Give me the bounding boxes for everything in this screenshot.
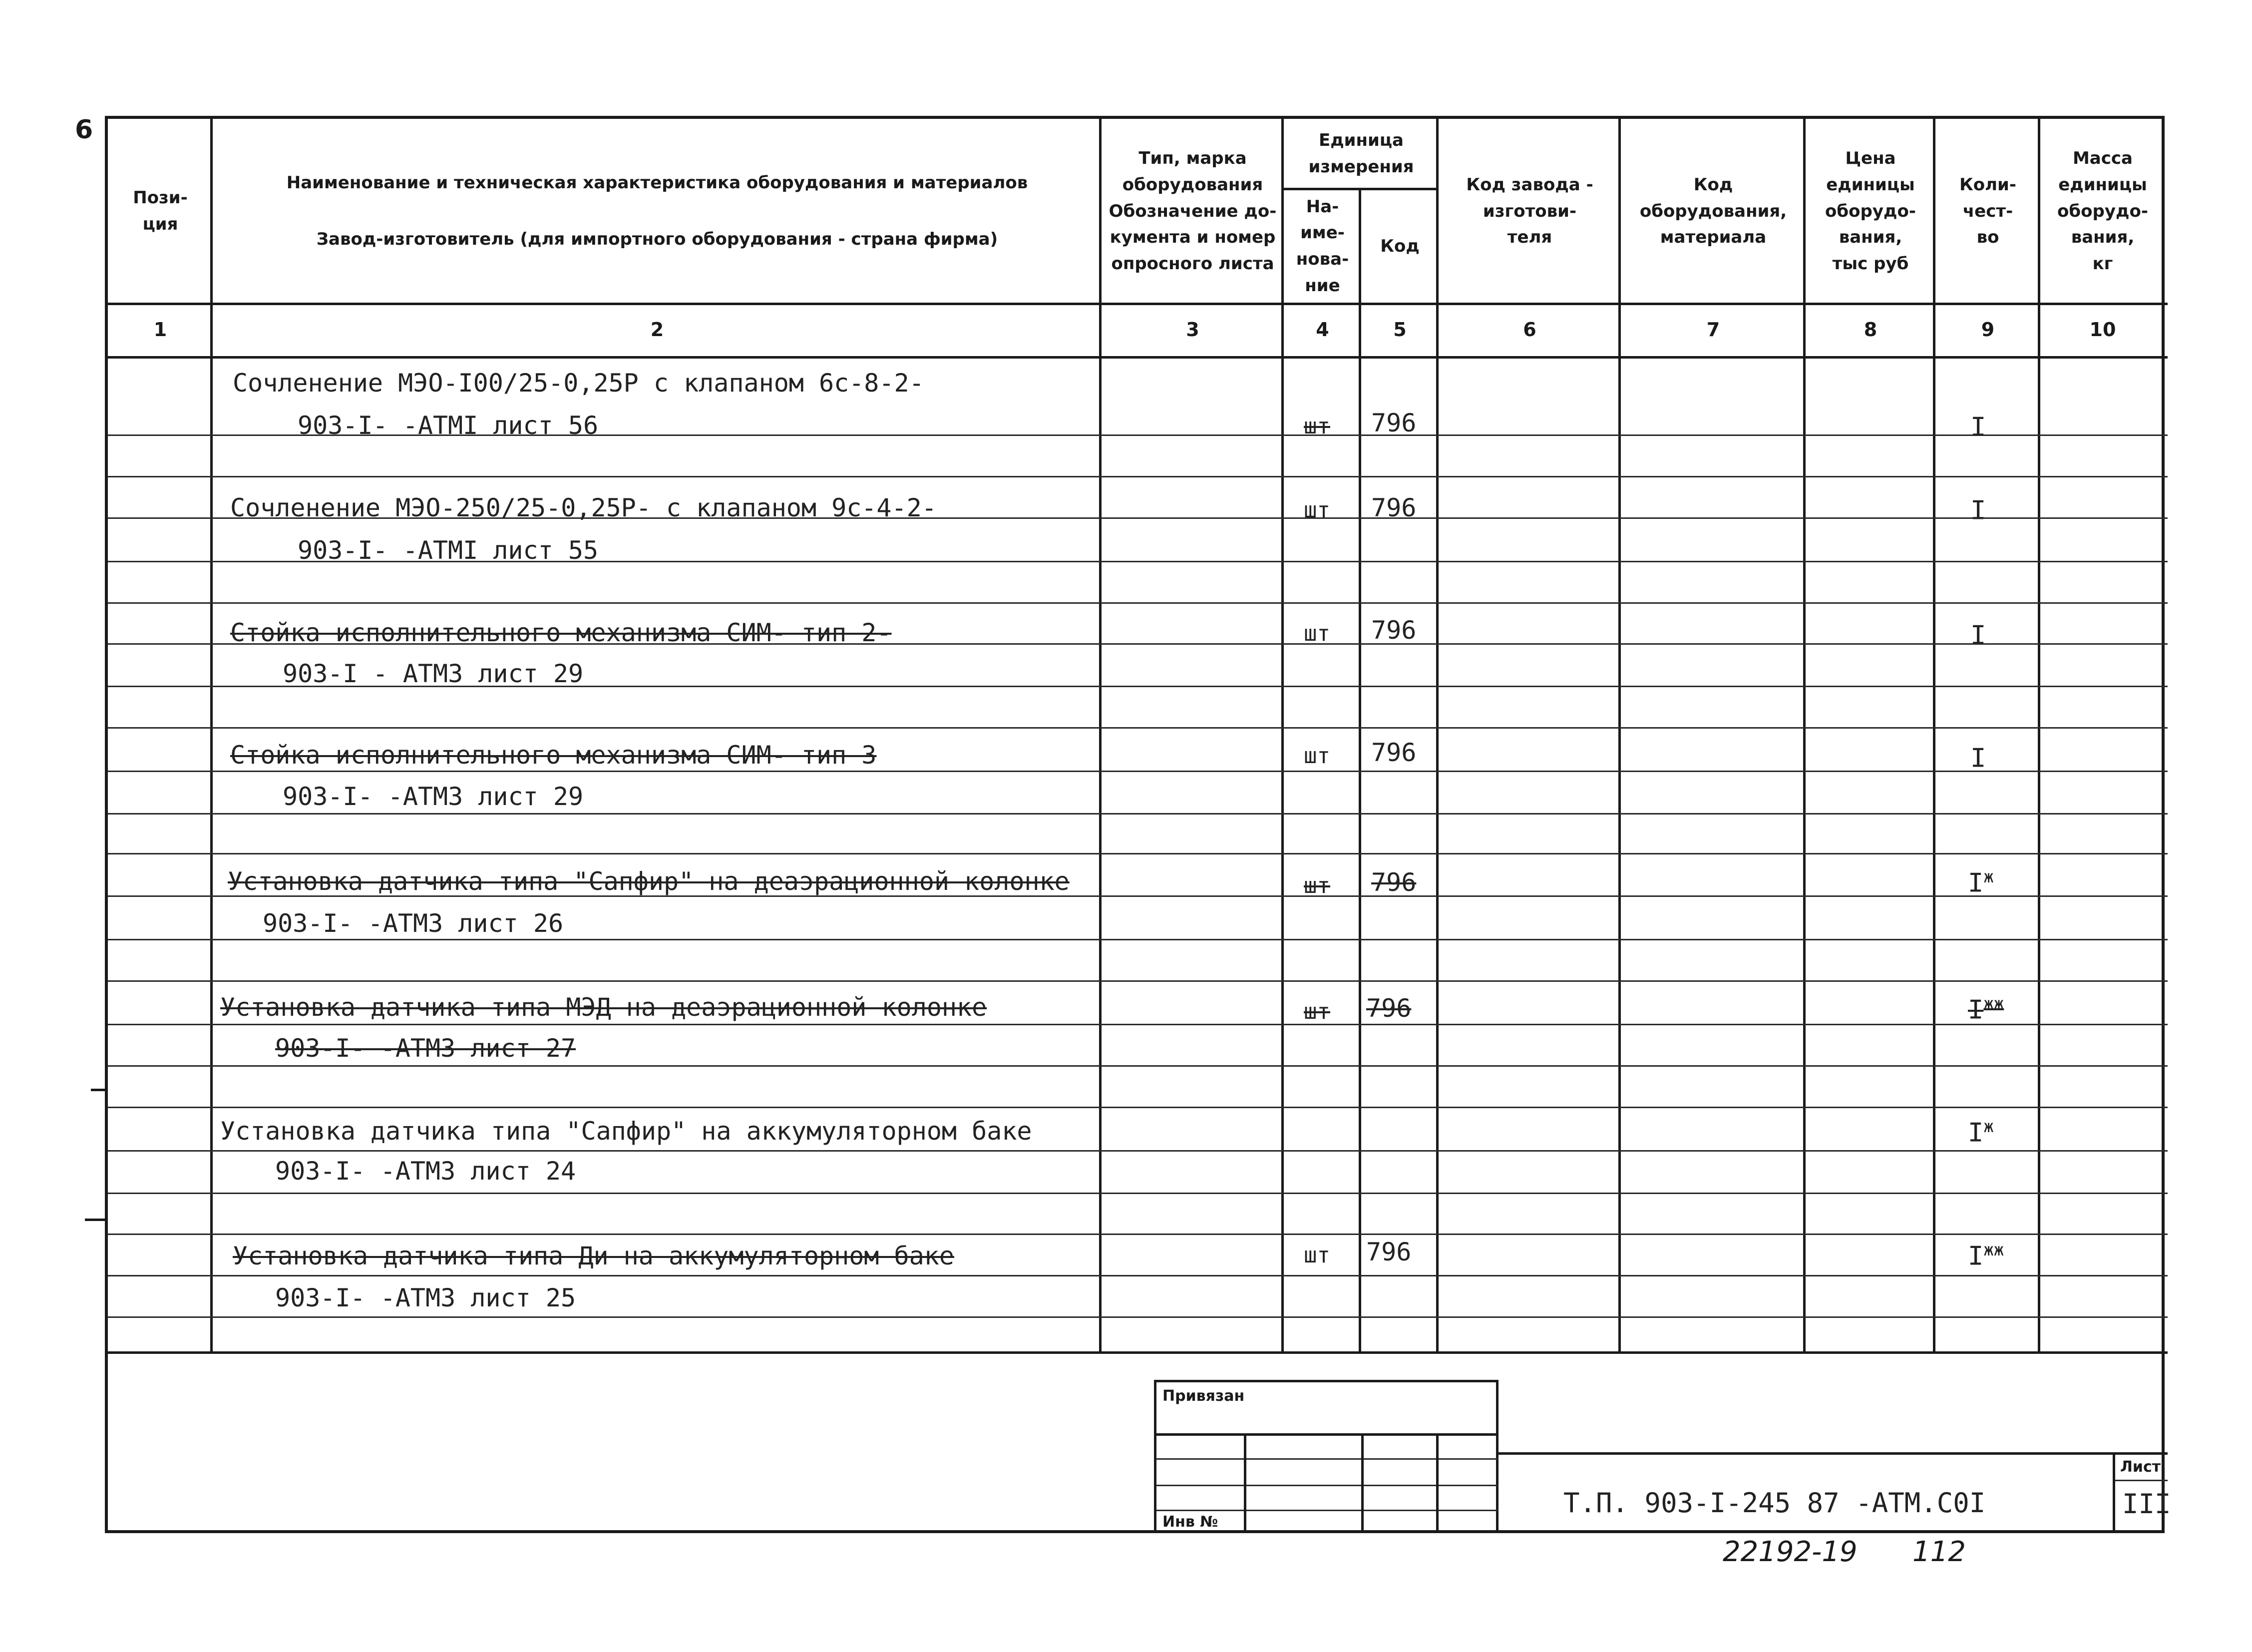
row-2-description: Сочленение МЭО-250/25-0,25Р- с клапаном 9с-4-2- <box>230 493 937 522</box>
row-1-unit-code: 796 <box>1371 409 1417 437</box>
header-unit-name: На- име- нова- ние <box>1296 196 1349 296</box>
header-unit-mass: Масса единицы оборудо- вания, кг <box>2057 148 2148 274</box>
row-5-unit: шт <box>1304 873 1330 898</box>
row-7-quantity: $I^ж$ <box>1968 1117 1994 1148</box>
sheet-number-box <box>2113 1452 2171 1533</box>
col-number-6: 6 <box>1523 319 1536 341</box>
col-number-10: 10 <box>2089 319 2116 341</box>
header-unit-group: Единица измерения <box>1308 130 1414 177</box>
page-corner-mark: 6 <box>75 115 93 145</box>
row-1-quantity: I <box>1970 412 1986 442</box>
row-2-unit: шт <box>1304 497 1330 523</box>
row-2-unit-code: 796 <box>1371 493 1417 522</box>
inventory-label: Инв № <box>1162 1513 1218 1531</box>
row-2-document: 903-I- -АТМI лист 55 <box>298 536 599 565</box>
row-8-description: Установка датчика типа Ди на аккумуляторном баке <box>233 1241 954 1270</box>
row-3-description: Стойка исполнительного механизма СИМ- тип 2- <box>230 618 892 647</box>
row-1-document: 903-I- -АТМI лист 56 <box>298 411 599 440</box>
header-manufacturer-code: Код завода - изготови- теля <box>1466 174 1593 248</box>
row-8-document: 903-I- -АТМ3 лист 25 <box>275 1283 576 1312</box>
header-type: Тип, марка оборудования Обозначение до- кумента и номер опросного листа <box>1109 148 1277 274</box>
row-5-quantity: $I^ж$ <box>1968 867 1994 898</box>
row-4-document: 903-I- -АТМ3 лист 29 <box>283 782 584 811</box>
row-6-unit: шт <box>1304 999 1330 1024</box>
order-number: 22192-19 <box>1723 1536 1858 1568</box>
row-4-quantity: I <box>1970 743 1986 774</box>
col-number-1: 1 <box>153 319 167 341</box>
col-number-2: 2 <box>650 319 664 341</box>
row-1-unit: шт <box>1304 413 1330 439</box>
row-4-unit-code: 796 <box>1371 738 1417 767</box>
sheet-number: III <box>2122 1488 2171 1520</box>
row-5-document: 903-I- -АТМ3 лист 26 <box>263 909 564 938</box>
row-4-unit: шт <box>1304 743 1330 769</box>
col-number-7: 7 <box>1706 319 1720 341</box>
row-6-description: Установка датчика типа МЭД на деаэрационной колонке <box>220 993 987 1022</box>
row-8-unit: шт <box>1304 1242 1330 1268</box>
row-8-unit-code: 796 <box>1366 1238 1412 1266</box>
row-3-unit-code: 796 <box>1371 616 1417 645</box>
header-description <box>213 119 1102 304</box>
sheet-label: Лист <box>2120 1458 2161 1476</box>
row-1-description: Сочленение МЭО-I00/25-0,25Р с клапаном 6с-8-2- <box>233 369 924 398</box>
row-3-unit: шт <box>1304 621 1330 646</box>
row-5-unit-code: 796 <box>1371 868 1417 897</box>
col-number-9: 9 <box>1981 319 1995 341</box>
row-5-description: Установка датчика типа "Сапфир" на деаэрационной колонке <box>228 867 1070 896</box>
col-number-3: 3 <box>1186 319 1199 341</box>
header-quantity: Коли- чест- во <box>1959 174 2016 248</box>
col-number-8: 8 <box>1864 319 1877 341</box>
row-3-document: 903-I - АТМ3 лист 29 <box>283 659 584 688</box>
header-position: Пози- ция <box>133 188 188 234</box>
page-number: 112 <box>1912 1536 1966 1568</box>
col-number-5: 5 <box>1393 319 1407 341</box>
row-4-description: Стойка исполнительного механизма СИМ- тип 3 <box>230 741 877 770</box>
binding-stamp <box>1154 1380 1499 1533</box>
document-code: Т.П. 903-I-245 87 -АТМ.С0I <box>1563 1487 1986 1519</box>
header-description-line1: Наименование и техническая характеристика оборудования и материалов <box>286 173 1028 193</box>
row-7-description: Установка датчика типа "Сапфир" на аккумуляторном баке <box>220 1117 1032 1146</box>
col-number-4: 4 <box>1316 319 1329 341</box>
specification-sheet <box>105 116 2171 1533</box>
row-3-quantity: I <box>1970 620 1986 651</box>
row-6-unit-code: 796 <box>1366 994 1412 1023</box>
row-6-document: 903-I- -АТМ3 лист 27 <box>275 1034 576 1063</box>
row-2-quantity: I <box>1970 495 1986 526</box>
row-7-document: 903-I- -АТМ3 лист 24 <box>275 1157 576 1186</box>
header-unit-code: Код <box>1380 236 1420 256</box>
header-description-line2: Завод-изготовитель (для импортного оборудования - страна фирма) <box>316 229 998 249</box>
bound-label: Привязан <box>1162 1387 1245 1405</box>
header-unit-price: Цена единицы оборудо- вания, тыс руб <box>1825 148 1916 274</box>
row-8-quantity: $I^{жж}$ <box>1968 1240 2004 1271</box>
header-equipment-code: Код оборудования, материала <box>1639 174 1787 248</box>
row-6-quantity: $I^{жж}$ <box>1968 994 2004 1025</box>
